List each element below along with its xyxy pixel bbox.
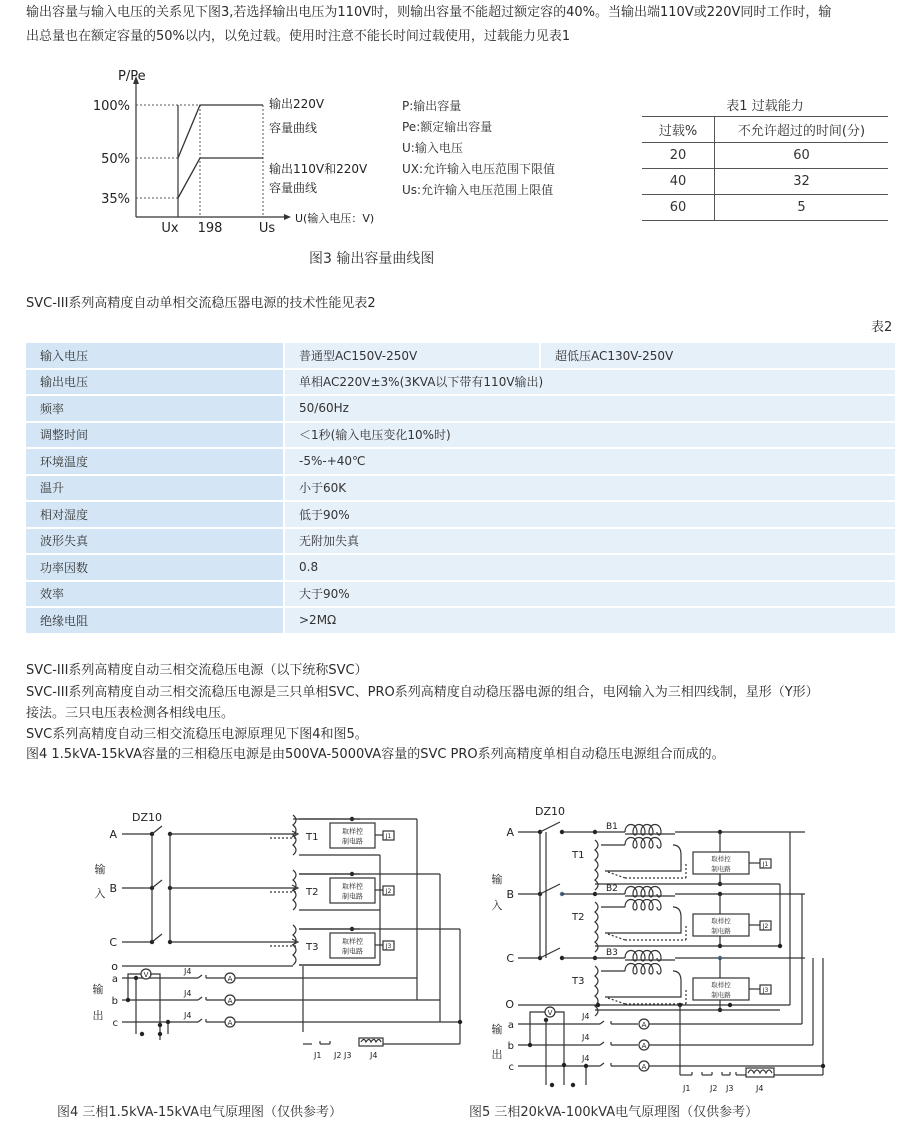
output-phase-label: a [111,974,118,985]
ammeter-icon-label: A [641,1042,647,1050]
spec-key: 相对湿度 [26,502,285,527]
spec-key: 环境温度 [26,449,285,474]
contact-label: J4 [184,967,192,976]
breaker-switch [152,826,162,834]
section2-heading: SVC-III系列高精度自动单相交流稳压器电源的技术性能见表2 [26,296,376,311]
figure3-legend [402,96,555,201]
table-row [642,195,888,221]
ammeter-icon-label: A [641,1021,647,1029]
intro-line-1: 输出容量与输入电压的关系见下图3,若选择输出电压为110V时，则输出容量不能超过额定容的40%。当输出端110V或220V同时工作时，输 [26,5,832,20]
control-circuit-box-label-1: 取样控 [711,917,731,925]
voltmeter-icon-label: V [143,971,149,979]
booster-label: B1 [606,822,618,832]
transformer-coil-icon [595,902,598,952]
junction-dot [140,1032,144,1036]
table-row [26,396,895,421]
figure3-caption: 图3 输出容量曲线图 [309,251,435,267]
spec-key: 输入电压 [26,343,285,368]
control-circuit-box-label-1: 取样控 [711,855,731,863]
transformer-label: T3 [572,976,585,987]
junction-dot [166,1020,170,1024]
input-phase-label: A [109,828,117,841]
relay-box-label: J2 [385,888,392,895]
contact-icon [198,997,202,1000]
output-phase-label: c [112,1018,118,1029]
section3-line-3: 接法。三只电压表检测各相线电压。 [26,706,235,721]
coil-icon [625,964,661,975]
table-row [26,370,895,395]
breaker-label: DZ10 [535,805,566,818]
series-line-220v [178,105,263,158]
x-tick-label: Us [258,221,276,236]
junction-dot [562,1063,566,1067]
spec-key: 效率 [26,582,285,607]
input-phase-label: C [506,952,514,965]
spec-value: -5%-+40℃ [285,449,895,474]
section3-line-4: SVC系列高精度自动三相交流稳压电源原理见下图4和图5。 [26,727,368,742]
table1-title: 表1 过载能力 [726,99,804,114]
relay-box-label: J1 [385,833,392,840]
spec-key: 调整时间 [26,423,285,448]
table-cell: 60 [715,143,889,169]
legend-item-us: Us:允许输入电压范围上限值 [402,183,554,197]
curve-label-110v-sub: 容量曲线 [269,181,318,195]
spec-key: 波形失真 [26,529,285,554]
neutral-label: o [111,960,118,973]
x-axis-label: U(输入电压：V) [295,212,375,225]
control-circuit-box-label-2: 制电路 [342,947,363,956]
y-tick-label: 100% [92,99,130,114]
output-capacity-chart [88,62,408,272]
junction-dot [728,1003,732,1007]
input-phase-label: A [506,826,514,839]
wire [605,907,681,933]
legend-item-pe: Pe:额定输出容量 [402,120,493,134]
bottom-label: J1 [683,1084,691,1093]
output-label-1: 输 [491,1023,503,1036]
transformer-coil-icon [595,966,598,1016]
y-tick-label: 35% [101,192,130,207]
coil-icon [625,838,661,849]
junction-dot [821,1064,825,1068]
bottom-label: J4 [370,1051,378,1060]
series-line-110v-220v [178,158,263,198]
transformer-coil-icon [293,925,296,965]
voltmeter-icon-label: V [547,1009,553,1017]
figure5-schematic [480,795,840,1095]
table-cell: 5 [715,195,889,221]
transformer-label: T2 [572,912,585,923]
breaker-label: DZ10 [132,811,163,824]
spec-value-2: 超低压AC130V-250V [539,343,895,368]
sense-line [608,998,625,1004]
table-cell: 32 [715,169,889,195]
booster-label: B2 [606,884,618,894]
table-row [26,502,895,527]
bottom-label: J3 [344,1051,352,1060]
spec-key: 温升 [26,476,285,501]
junction-dot [528,1043,532,1047]
table-row [642,169,888,195]
spec-value: 普通型AC150V-250V [285,343,539,368]
section3-line-2: SVC-III系列高精度自动三相交流稳压电源是三只单相SVC、PRO系列高精度自动稳压器电源的组合，电网输入为三相四线制，星形（Y形） [26,685,819,700]
input-phase-label: B [506,888,514,901]
legend-item-p: P:输出容量 [402,99,462,113]
table-cell: 60 [642,195,715,221]
table-row [26,449,895,474]
junction-dot [126,998,130,1002]
y-tick-label: 50% [101,152,130,167]
spec-table [26,341,895,635]
curve-label-110v: 输出110V和220V [269,162,368,176]
table-cell: 20 [642,143,715,169]
junction-dot [158,1032,162,1036]
spec-value: 单相AC220V±3%(3KVA以下带有110V输出) [285,370,895,395]
table-row [26,343,895,368]
breaker-switch [152,934,162,942]
transformer-label: T3 [306,942,319,953]
ammeter-icon-label: A [227,1019,233,1027]
junction-dot [458,1020,462,1024]
breaker-switch [540,948,560,958]
junction-dot [596,1003,600,1007]
relay-box-label: J1 [762,861,769,868]
transformer-label: T2 [306,887,319,898]
output-phase-label: b [507,1041,514,1052]
output-label-1: 输 [92,983,104,996]
input-phase-label: B [109,882,117,895]
spec-value: 无附加失真 [285,529,895,554]
wire [530,1012,546,1045]
transformer-label: T1 [306,832,319,843]
table-row [26,476,895,501]
bottom-label: J2 [710,1084,718,1093]
output-label-2: 出 [92,1009,104,1022]
control-circuit-box-label-2: 制电路 [342,892,363,901]
spec-key: 输出电压 [26,370,285,395]
spec-value: 小于60K [285,476,895,501]
spec-key: 频率 [26,396,285,421]
transformer-label: T1 [572,850,585,861]
control-circuit-box-label-2: 制电路 [711,927,731,935]
spec-value: 50/60Hz [285,396,895,421]
wire [605,971,681,997]
bottom-label: J2 [334,1051,342,1060]
table-cell: 40 [642,169,715,195]
input-label-1: 输 [94,863,106,876]
bottom-label: J4 [756,1084,764,1093]
table-header-cell: 不允许超过的时间(分) [715,117,889,143]
spec-key: 功率因数 [26,555,285,580]
bottom-label: J1 [314,1051,322,1060]
breaker-switch [540,822,560,832]
contact-label: J4 [582,1033,590,1042]
control-circuit-box-label-2: 制电路 [711,865,731,873]
spec-value: 大于90% [285,582,895,607]
control-circuit-box-label-1: 取样控 [342,882,363,891]
relay-box-label: J2 [762,923,769,930]
ammeter-icon-label: A [641,1063,647,1071]
output-phase-label: b [111,996,118,1007]
wire [555,1012,564,1085]
contact-label: J4 [582,1054,590,1063]
junction-dot [584,1064,588,1068]
intro-line-2: 出总量也在额定容量的50%以内，以免过载。使用时注意不能长时间过载使用，过载能力见表1 [26,29,571,44]
spec-value: >2MΩ [285,608,895,633]
section3-line-1: SVC-III系列高精度自动三相交流稳压电源（以下统称SVC） [26,663,368,678]
table-header-cell: 过载% [642,117,715,143]
x-tick-label: 198 [197,221,223,236]
contact-label: J4 [184,989,192,998]
spec-value: ＜1秒(输入电压变化10%时) [285,423,895,448]
table-header-row [642,117,888,143]
junction-dot [550,1083,554,1087]
junction-dot [134,976,138,980]
table-row [26,423,895,448]
sense-line [608,872,625,878]
table-row [26,529,895,554]
legend-item-ux: UX:允许输入电压范围下限值 [402,162,556,176]
contact-icon [198,1019,202,1022]
control-circuit-box-label-2: 制电路 [711,991,731,999]
control-circuit-box-label-1: 取样控 [711,981,731,989]
figure4-caption: 图4 三相1.5kVA-15kVA电气原理图（仅供参考） [57,1105,342,1120]
output-phase-label: c [508,1062,514,1073]
breaker-switch [540,884,560,894]
input-phase-label: C [109,936,117,949]
wire [150,974,160,1040]
table-row [642,143,888,169]
table-row [26,555,895,580]
x-axis-arrow [284,214,291,220]
control-circuit-box-label-1: 取样控 [342,827,363,836]
section3-line-5: 图4 1.5kVA-15kVA容量的三相稳压电源是由500VA-5000VA容量的SVC PRO系列高精度单相自动稳压电源组合而成的。 [26,747,725,762]
wire [605,845,681,871]
curve-label-220v: 输出220V [269,97,325,111]
contact-icon [600,1042,604,1045]
relay-box-label: J3 [385,943,392,950]
booster-label: B3 [606,948,618,958]
relay-box-label: J3 [762,987,769,994]
curve-label-220v-sub: 容量曲线 [269,121,318,135]
control-circuit-box-label-2: 制电路 [342,837,363,846]
bottom-label: J3 [726,1084,734,1093]
table2-label: 表2 [871,320,893,335]
input-label-1: 输 [491,873,503,886]
x-tick-label: Ux [161,221,179,236]
neutral-label: O [505,998,514,1011]
input-label-2: 入 [491,899,503,912]
control-circuit-box-label-1: 取样控 [342,937,363,946]
breaker-switch [152,880,162,888]
output-phase-label: a [507,1020,514,1031]
chart-plot-area [93,69,374,236]
contact-icon [198,975,202,978]
table-row [26,582,895,607]
spec-value: 低于90% [285,502,895,527]
figure4-schematic [80,800,392,1060]
junction-dot [571,1083,575,1087]
legend-item-u: U:输入电压 [402,141,463,155]
sense-line [608,934,625,940]
input-label-2: 入 [94,887,106,900]
contact-label: J4 [184,1011,192,1020]
spec-key: 绝缘电阻 [26,608,285,633]
transformer-coil-icon [595,840,598,890]
coil-icon [625,900,661,911]
junction-dot [778,944,782,948]
y-axis-label: P/Pe [118,69,146,84]
ammeter-icon-label: A [227,997,233,1005]
spec-value: 0.8 [285,555,895,580]
contact-icon [600,1063,604,1066]
junction-dot [158,1023,162,1027]
overload-table [642,116,888,221]
figure5-caption: 图5 三相20kVA-100kVA电气原理图（仅供参考） [469,1105,759,1120]
contact-label: J4 [582,1012,590,1021]
contact-icon [600,1021,604,1024]
table-row [26,608,895,633]
output-label-2: 出 [491,1048,503,1061]
ammeter-icon-label: A [227,975,233,983]
